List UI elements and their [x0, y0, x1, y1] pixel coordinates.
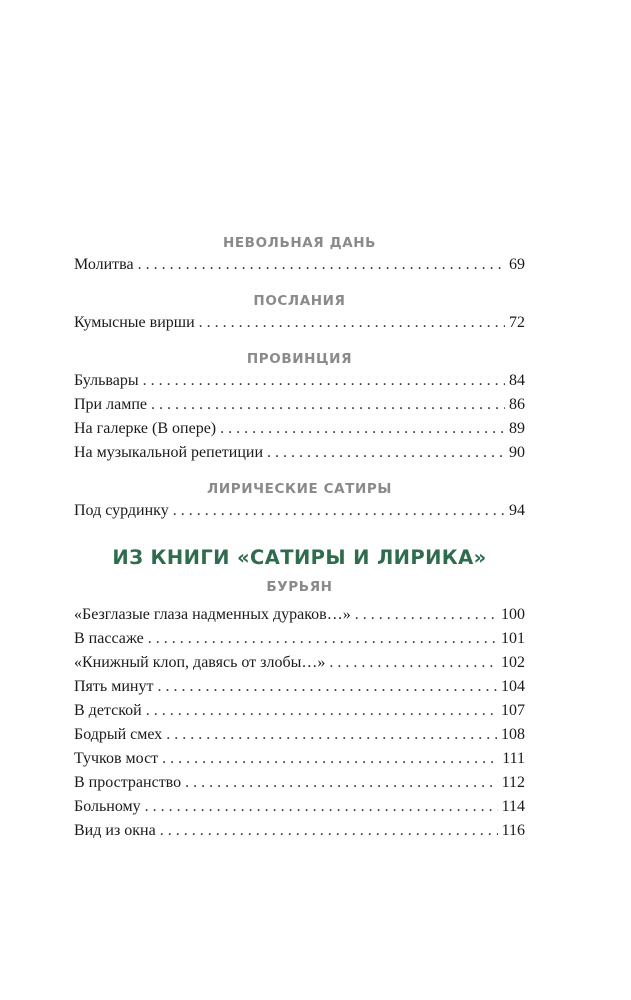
- entry-page-number: 114: [501, 798, 525, 815]
- toc-entry[interactable]: [74, 771, 525, 795]
- table-of-contents: [74, 233, 525, 843]
- dot-leader: [162, 747, 498, 771]
- entry-page-number: 111: [502, 750, 525, 767]
- entry-title: Кумысные вирши: [74, 314, 195, 331]
- dot-leader: [143, 369, 505, 393]
- section-heading: БУРЬЯН: [266, 579, 333, 595]
- toc-entry[interactable]: [74, 651, 525, 675]
- entry-title: В пространство: [74, 774, 182, 791]
- entry-title: Вид из окна: [74, 822, 156, 839]
- dot-leader: [355, 603, 497, 627]
- entry-page-number: 90: [509, 444, 525, 461]
- entry-page-number: 101: [501, 630, 525, 647]
- entry-page-number: 108: [501, 726, 525, 743]
- entry-title: При лампе: [74, 396, 147, 413]
- entry-page-number: 116: [501, 822, 525, 839]
- toc-entry[interactable]: [74, 747, 525, 771]
- toc-entry[interactable]: [74, 819, 525, 843]
- toc-entry[interactable]: [74, 675, 525, 699]
- book-heading: ИЗ КНИГИ «САТИРЫ И ЛИРИКА»: [112, 546, 487, 569]
- entry-title: В пассаже: [74, 630, 144, 647]
- dot-leader: [199, 311, 505, 335]
- spacer: [74, 465, 525, 479]
- entry-title: На галерке (В опере): [74, 420, 217, 437]
- toc-entry[interactable]: [74, 441, 525, 465]
- dot-leader: [166, 723, 497, 747]
- toc-entry[interactable]: [74, 311, 525, 335]
- entry-title: «Книжный клоп, давясь от злобы…»: [74, 654, 326, 671]
- toc-entry[interactable]: [74, 627, 525, 651]
- entry-title: На музыкальной репетиции: [74, 444, 264, 461]
- entry-page-number: 72: [509, 314, 525, 331]
- dot-leader: [148, 627, 497, 651]
- entry-page-number: 100: [501, 606, 525, 623]
- entry-page-number: 104: [501, 678, 525, 695]
- dot-leader: [138, 253, 505, 277]
- entry-page-number: 84: [509, 372, 525, 389]
- dot-leader: [145, 795, 498, 819]
- dot-leader: [329, 651, 497, 675]
- spacer: [74, 277, 525, 291]
- dot-leader: [157, 675, 497, 699]
- entry-page-number: 112: [501, 774, 525, 791]
- entry-title: В детской: [74, 702, 142, 719]
- entry-title: Больному: [74, 798, 141, 815]
- dot-leader: [267, 441, 505, 465]
- entry-page-number: 86: [509, 396, 525, 413]
- toc-entry[interactable]: [74, 369, 525, 393]
- entry-page-number: 94: [509, 502, 525, 519]
- entry-title: Молитва: [74, 256, 134, 273]
- entry-title: Тучков мост: [74, 750, 159, 767]
- toc-entry[interactable]: [74, 393, 525, 417]
- section-heading: НЕВОЛЬНАЯ ДАНЬ: [222, 235, 377, 251]
- dot-leader: [220, 417, 505, 441]
- entry-page-number: 107: [501, 702, 525, 719]
- toc-entry[interactable]: [74, 603, 525, 627]
- dot-leader: [151, 393, 505, 417]
- toc-entry[interactable]: [74, 795, 525, 819]
- section-heading: ЛИРИЧЕСКИЕ САТИРЫ: [207, 481, 392, 497]
- dot-leader: [185, 771, 497, 795]
- dot-leader: [173, 499, 505, 523]
- toc-entry[interactable]: [74, 417, 525, 441]
- entry-page-number: 89: [509, 420, 525, 437]
- dot-leader: [160, 819, 498, 843]
- toc-entry[interactable]: [74, 253, 525, 277]
- dot-leader: [146, 699, 497, 723]
- entry-page-number: 69: [509, 256, 525, 273]
- section-heading: ПРОВИНЦИЯ: [246, 351, 353, 367]
- entry-title: Бульвары: [74, 372, 139, 389]
- entry-title: «Безглазые глаза надменных дураков…»: [74, 606, 351, 623]
- section-heading: ПОСЛАНИЯ: [253, 293, 346, 309]
- spacer: [74, 335, 525, 349]
- toc-entry[interactable]: [74, 723, 525, 747]
- toc-entry[interactable]: [74, 699, 525, 723]
- entry-title: Под сурдинку: [74, 502, 169, 519]
- entry-title: Бодрый смех: [74, 726, 163, 743]
- toc-entry[interactable]: [74, 499, 525, 523]
- entry-page-number: 102: [501, 654, 525, 671]
- entry-title: Пять минут: [74, 678, 154, 695]
- spacer: [74, 523, 525, 541]
